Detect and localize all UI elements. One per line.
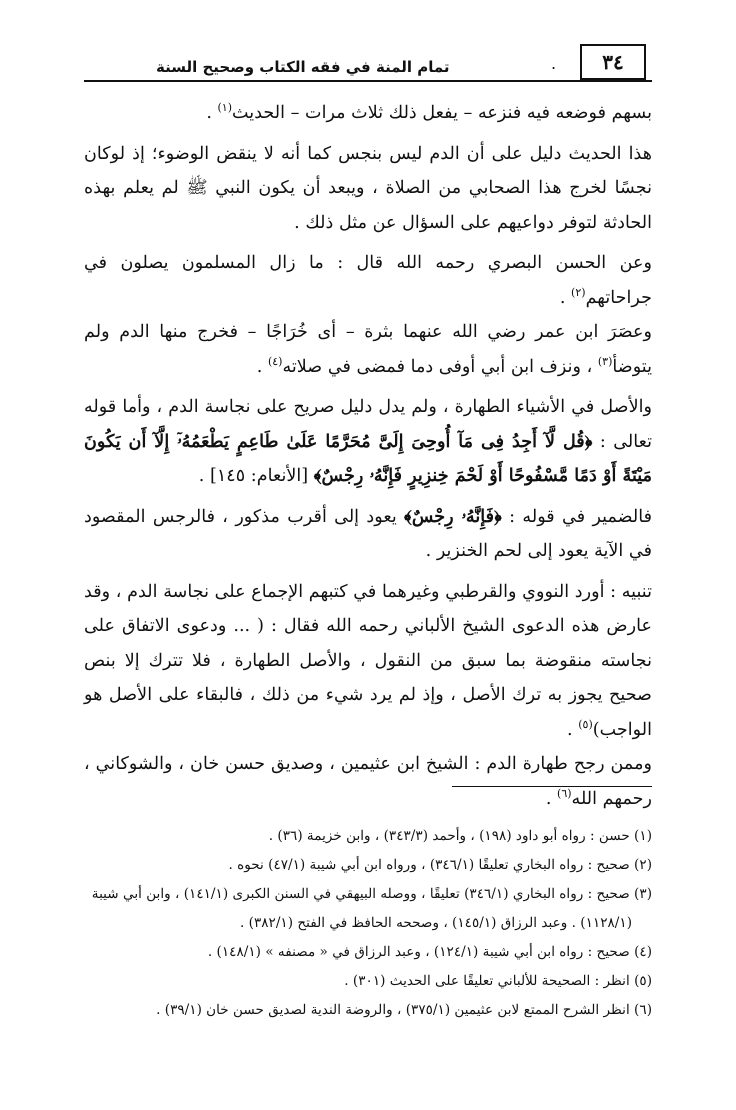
- footnote-ref: (٣): [597, 354, 613, 368]
- paragraph-5: والأصل في الأشياء الطهارة ، ولم يدل دليل صريح على نجاسة الدم ، وأما قوله تعالى : ﴿قُل لَّآ أَجِدُ فِى مَآ أُوحِىَ إِلَىَّ مُحَرَّمًا عَلَىٰ طَاعِمٍ يَطْعَمُهُۥٓ إِلَّآ أَن يَكُونَ مَيْتَةً أَوْ دَمًا مَّسْفُوحًا أَوْ لَحْمَ خِنزِيرٍ فَإِنَّهُۥ رِجْسٌ﴾ [الأنعام: ١٤٥] .: [84, 397, 653, 486]
- footnotes: [84, 822, 652, 1025]
- footnote-ref: (٢): [571, 285, 586, 299]
- paragraph-1: بسهم فوضعه فيه فنزعه – يفعل ذلك ثلاث مرات – الحديث$^{(١)}$ .: [206, 101, 652, 123]
- paragraph-6: فالضمير في قوله : ﴿فَإِنَّهُۥ رِجْسٌ﴾ يعود إلى أقرب مذكور ، فالرجس المقصود في الآية يعود إلى لحم الخنزير .: [84, 505, 653, 561]
- footnote-6: (٦) انظر الشرح الممتع لابن عثيمين (٣٧٥/١) ، والروضة الندية لصديق حسن خان (٣٩/١) .: [156, 1002, 652, 1018]
- quran-verse: ﴿قُل لَّآ أَجِدُ فِى مَآ أُوحِىَ إِلَىَّ مُحَرَّمًا عَلَىٰ طَاعِمٍ يَطْعَمُهُۥٓ إِلَّآ أَن يَكُونَ مَيْتَةً أَوْ دَمًا مَّسْفُوحًا أَوْ لَحْمَ خِنزِيرٍ فَإِنَّهُۥ رِجْسٌ﴾: [84, 430, 652, 486]
- main-text: [84, 96, 652, 816]
- quran-verse: ﴿فَإِنَّهُۥ رِجْسٌ﴾: [404, 505, 502, 527]
- paragraph-3: وعن الحسن البصري رحمه الله قال : ما زال المسلمون يصلون في جراحاتهم$^{(٢)}$ .: [84, 253, 652, 308]
- book-title: تمام المنة في فقه الكتاب وصحيح السنة: [156, 58, 450, 76]
- page-number: ٣٤: [580, 44, 646, 80]
- footnote-rule: [452, 786, 652, 787]
- footnote-3-continued: (١١٢٨/١) . وعبد الرزاق (١٤٥/١) ، وصححه الحافظ في الفتح (٣٨٢/١) .: [240, 915, 632, 931]
- footnote-ref: (٥): [578, 717, 593, 731]
- footnote-3: (٣) صحيح : رواه البخاري (٣٤٦/١) تعليقًا ، ووصله البيهقي في السنن الكبرى (١٤١/١) ، وابن أبي شيبة: [91, 886, 652, 902]
- footnote-1: (١) حسن : رواه أبو داود (١٩٨) ، وأحمد (٣٤٣/٣) ، وابن خزيمة (٣٦) .: [268, 828, 652, 844]
- paragraph-8: وممن رجح طهارة الدم : الشيخ ابن عثيمين ، وصديق حسن خان ، والشوكاني ، رحمهم الله$^{(٦)}$ .: [84, 754, 652, 809]
- footnote-5: (٥) انظر : الصحيحة للألباني تعليقًا على الحديث (٣٠١) .: [344, 973, 652, 989]
- footnote-4: (٤) صحيح : رواه ابن أبي شيبة (١٢٤/١) ، وعبد الرزاق في « مصنفه » (١٤٨/١) .: [207, 944, 652, 960]
- footnote-ref: (٤): [267, 354, 283, 368]
- paragraph-7: تنبيه : أورد النووي والقرطبي وغيرهما في كتبهم الإجماع على نجاسة الدم ، وقد عارض هذه الدعوى الشيخ الألباني رحمه الله فقال : ( ... ودعوى الاتفاق على نجاسته منقوضة بما سبق من النقول ، والأصل الطهارة ، فلا تترك إلا بنص صحيح يجوز به ترك الأصل ، وإذ لم يرد شيء من ذلك ، فالبقاء على الأصل هو الواجب)$^{(٥)}$ .: [84, 581, 652, 740]
- header-rule: [84, 80, 652, 82]
- footnote-ref: (١): [217, 101, 233, 115]
- verse-citation: [الأنعام: ١٤٥] .: [198, 466, 314, 486]
- header-separator: .: [551, 54, 557, 73]
- footnote-2: (٢) صحيح : رواه البخاري تعليقًا (٣٤٦/١) ، ورواه ابن أبي شيبة (٤٧/١) نحوه .: [228, 857, 652, 873]
- footnote-ref: (٦): [557, 786, 572, 800]
- paragraph-2: هذا الحديث دليل على أن الدم ليس بنجس كما أنه لا ينقض الوضوء؛ إذ لوكان نجسًا لخرج هذا الصحابي من الصلاة ، ويبعد أن يكون النبي ﷺ لم يعلم بهذه الحادثة لتوفر دواعيهم على السؤال عن مثل ذلك .: [84, 143, 652, 233]
- paragraph-4: وعصَرَ ابن عمر رضي الله عنهما بثرة – أى خُرَاجًا – فخرج منها الدم ولم يتوضأ$^{(٣)}$ ، ونزف ابن أبي أوفى دما فمضى في صلاته$^{(٤)}$ .: [84, 322, 652, 377]
